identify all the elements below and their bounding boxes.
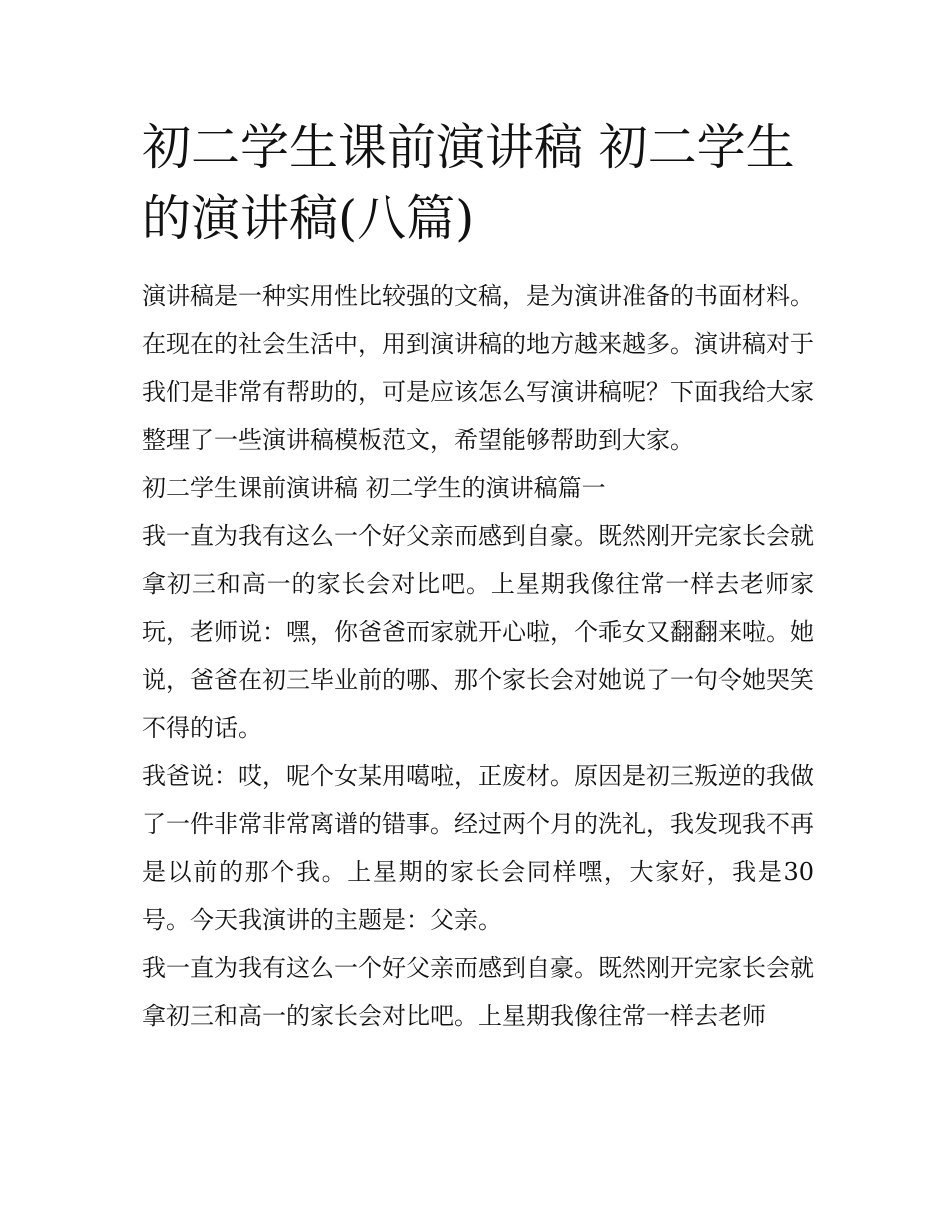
body-paragraph: 我爸说：哎，呢个女某用噶啦，正废材。原因是初三叛逆的我做了一件非常非常离谱的错事。经过两个月的洗礼，我发现我不再是以前的那个我。上星期的家长会同样嘿，大家好，我是30号。今天我演讲的主题是：父亲。 [142, 762, 814, 934]
body-paragraph: 我一直为我有这么一个好父亲而感到自豪。既然刚开完家长会就拿初三和高一的家长会对比吧。上星期我像往常一样去老师家玩，老师说：嘿，你爸爸而家就开心啦，个乖女又翻翻来啦。她说，爸爸在初三毕业前的哪、那个家长会对她说了一句令她哭笑不得的话。 [142, 522, 814, 742]
body-paragraph: 我一直为我有这么一个好父亲而感到自豪。既然刚开完家长会就拿初三和高一的家长会对比吧。上星期我像往常一样去老师 [142, 954, 814, 1030]
intro-paragraph: 演讲稿是一种实用性比较强的文稿，是为演讲准备的书面材料。在现在的社会生活中，用到演讲稿的地方越来越多。演讲稿对于我们是非常有帮助的，可是应该怎么写演讲稿呢？下面我给大家整理了一些演讲稿模板范文，希望能够帮助到大家。 [142, 282, 814, 454]
document-title: 初二学生课前演讲稿 初二学生的演讲稿(八篇) [142, 119, 795, 247]
section-heading: 初二学生课前演讲稿 初二学生的演讲稿篇一 [142, 474, 606, 502]
document-body [142, 112, 814, 1040]
